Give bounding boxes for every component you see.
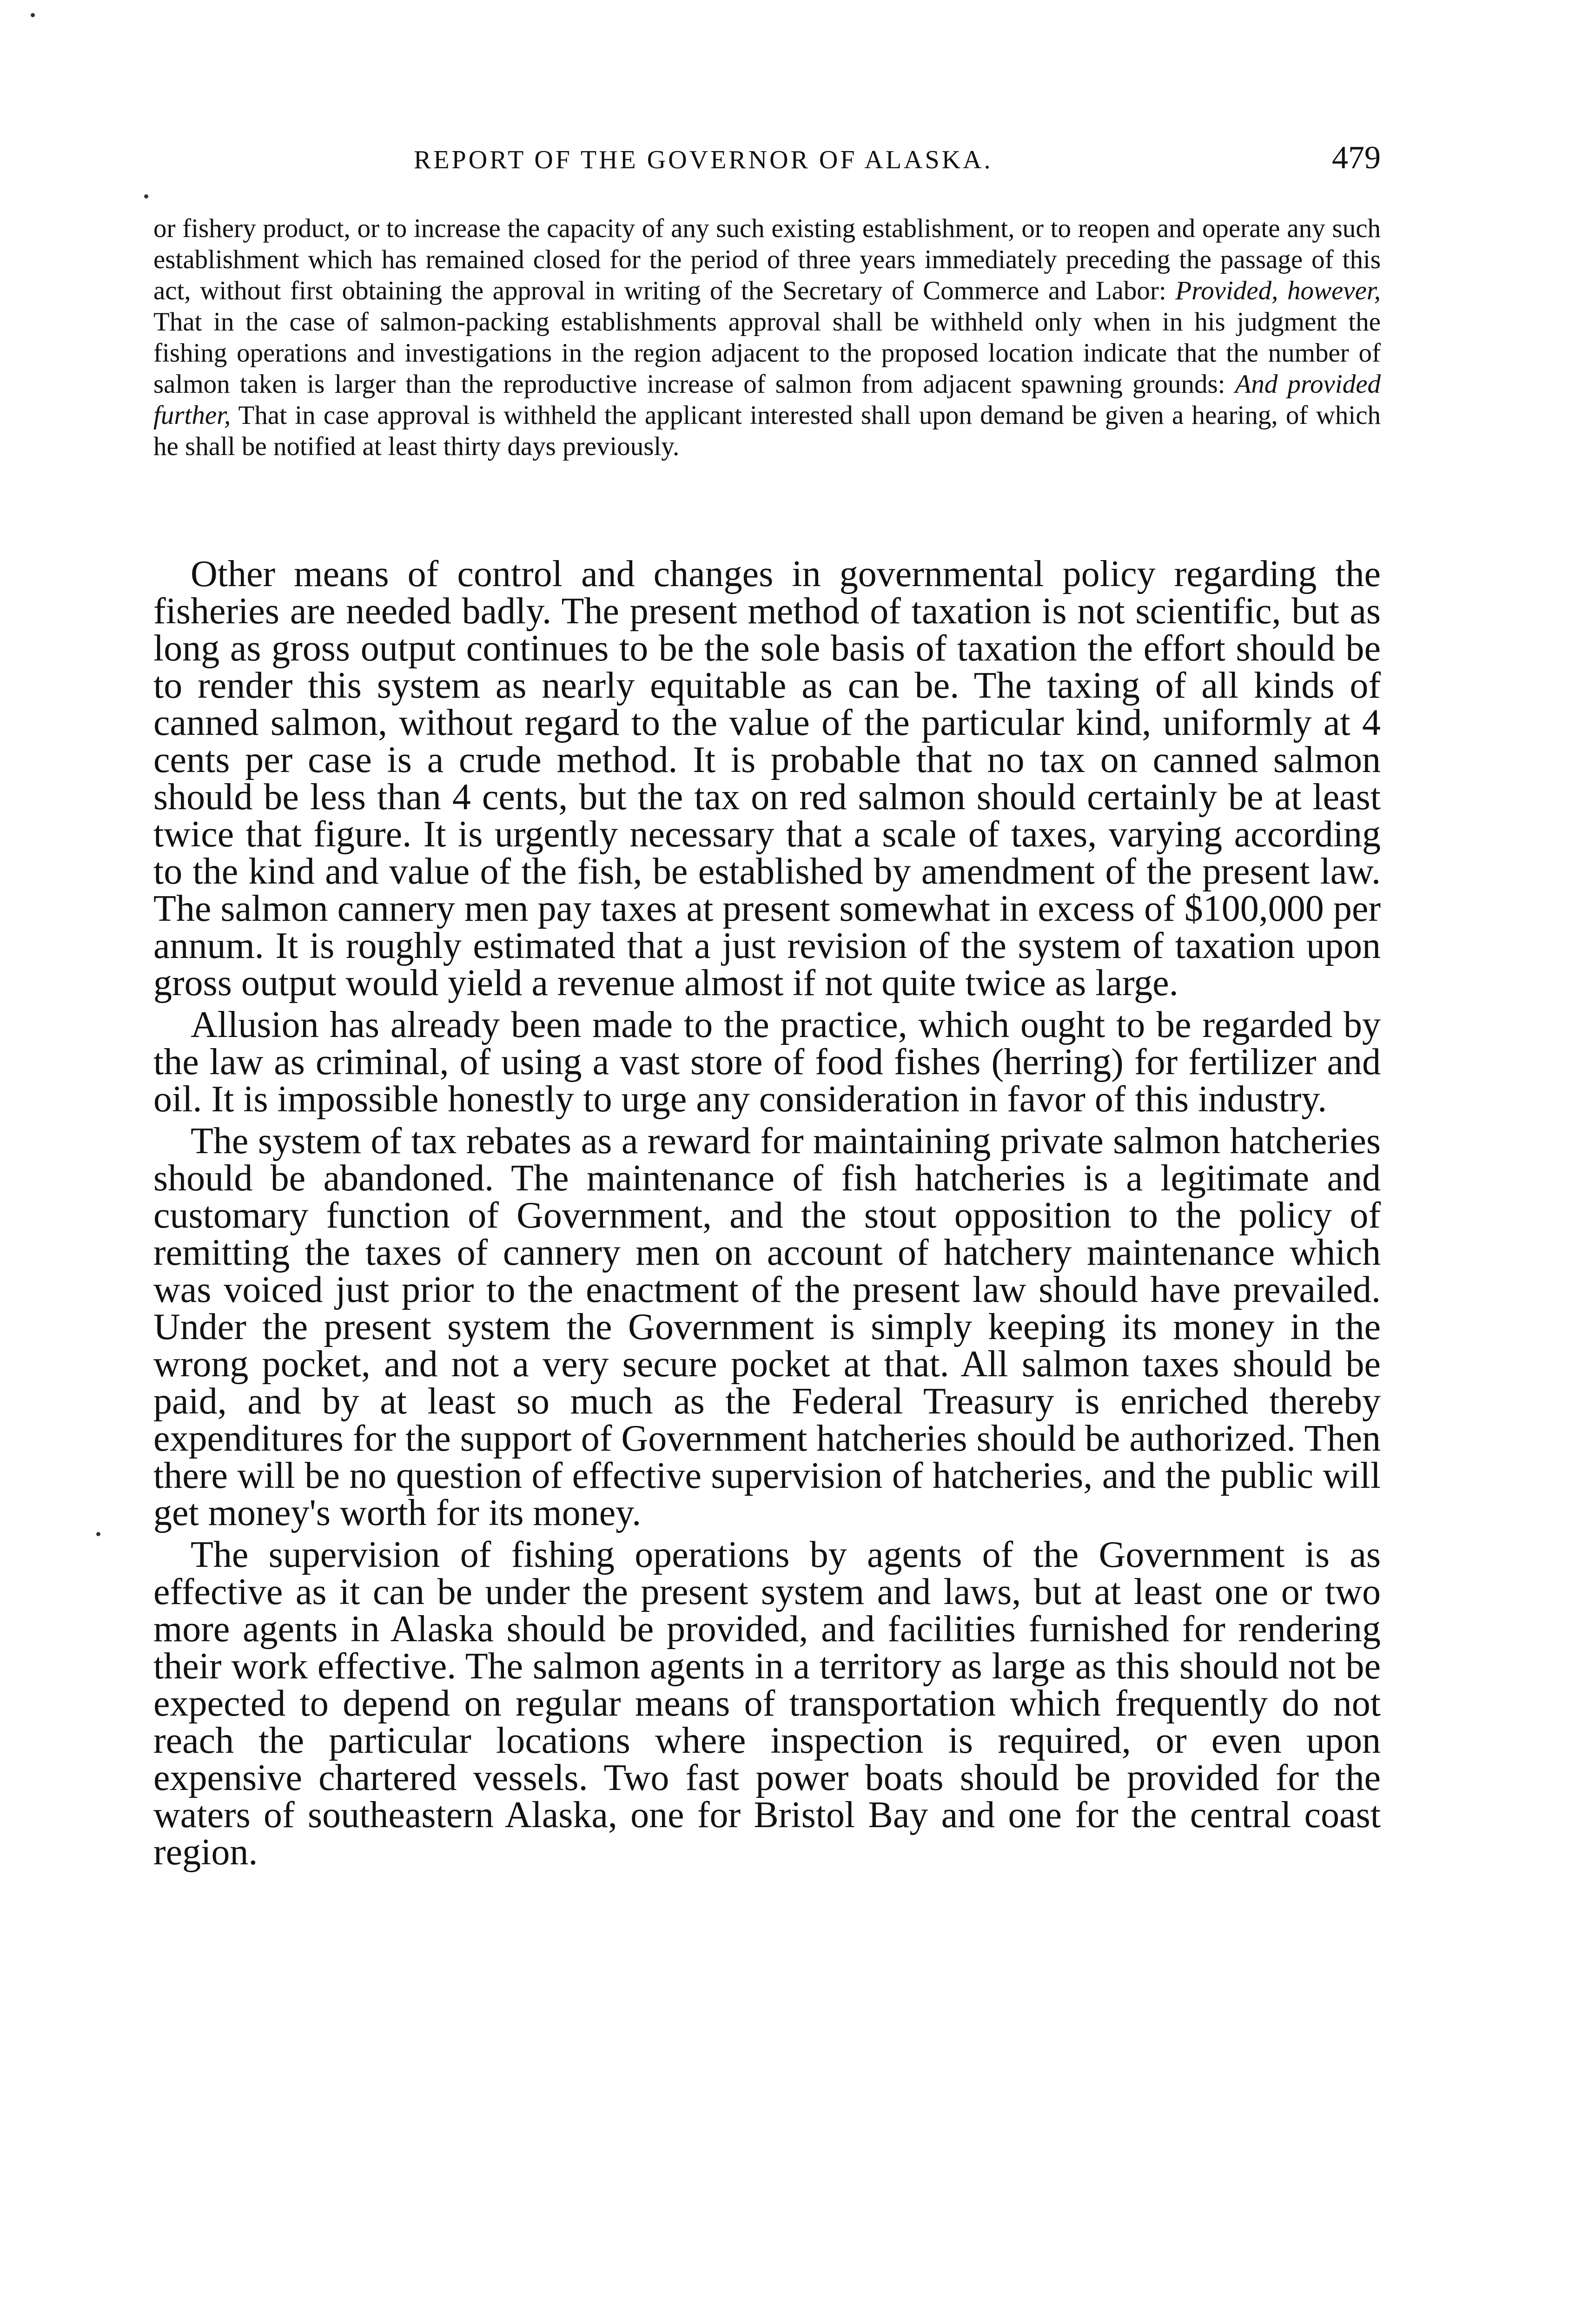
paragraph-tax-scale: Other means of control and changes in governmental policy regarding the fisheries are needed badly. The present method of taxation is not scientific, but as long as gross output continues to be the sole basis of taxation the effort should be to render this system as nearly equitable as can be. The taxing of all kinds of canned salmon, without regard to the value of the particular kind, uniformly at 4 cents per case is a crude method. It is probable that no tax on canned salmon should be less than 4 cents, but the tax on red salmon should certainly be at least twice that figure. It is urgently necessary that a scale of taxes, varying according to the kind and value of the fish, be established by amendment of the present law. The salmon cannery men pay taxes at present somewhat in excess of $100,000 per annum. It is roughly estimated that a just revision of the system of taxation upon gross output would yield a revenue almost if not quite twice as large. xyxy=(153,554,1381,1004)
paragraph-hatcheries: The system of tax rebates as a reward for maintaining private salmon hatcheries should be abandoned. The maintenance of fish hatcheries is a legitimate and customary function of Government, and the stout opposition to the policy of remitting the taxes of cannery men on account of hatchery maintenance which was voiced just prior to the enactment of the present law should have prevailed. Under the present system the Government is simply keeping its money in the wrong pocket, and not a very secure pocket at that. All salmon taxes should be paid, and by at least so much as the Federal Treasury is enriched thereby expenditures for the support of Government hatcheries should be authorized. Then there will be no question of effective supervision of hatcheries, and the public will get money's worth for its money. xyxy=(153,1121,1381,1533)
scan-speck xyxy=(96,1532,100,1536)
page-number: 479 xyxy=(1332,140,1381,176)
quote-text: or fishery product, or to increase the capacity of any such existing establishment, or to reopen and operate any such establishment which has remained closed for the period of three years immediately preceding the passage of this act, without first obtaining the approval in writing of the Secretary of Commerce and Labor: xyxy=(153,214,1381,305)
page-header xyxy=(153,139,1381,186)
quoted-statute xyxy=(153,213,1381,462)
quote-text: That in the case of salmon-packing establishments approval shall be withheld only when in his judgment the fishing operations and investigations in the region adjacent to the proposed location indicate that the number of salmon taken is larger than the reproductive increase of salmon from adjacent spawning grounds: xyxy=(153,307,1381,399)
body-text xyxy=(153,555,1381,1875)
paragraph-supervision: The supervision of fishing operations by agents of the Government is as effective as it can be under the present system and laws, but at least one or two more agents in Alaska should be provided, and facilities furnished for rendering their work effective. The salmon agents in a territory as large as this should not be expected to depend on regular means of transportation which frequently do not reach the particular locations where inspection is required, or even upon expensive chartered vessels. Two fast power boats should be provided for the waters of southeastern Alaska, one for Bristol Bay and one for the central coast region. xyxy=(153,1534,1381,1873)
running-head: REPORT OF THE GOVERNOR OF ALASKA. xyxy=(414,145,993,174)
quote-proviso: Provided, however, xyxy=(1175,276,1381,305)
paragraph-herring: Allusion has already been made to the practice, which ought to be regarded by the law as criminal, of using a vast store of food fishes (herring) for fertilizer and oil. It is impossible honestly to urge any consideration in favor of this industry. xyxy=(153,1004,1381,1120)
scan-speck xyxy=(31,13,35,17)
scan-speck xyxy=(144,194,148,198)
quote-proviso: And provided further, xyxy=(153,370,1381,430)
quote-text: That in case approval is withheld the applicant interested shall upon demand be given a hearing, of which he shall be notified at least thirty days previously. xyxy=(153,401,1381,461)
